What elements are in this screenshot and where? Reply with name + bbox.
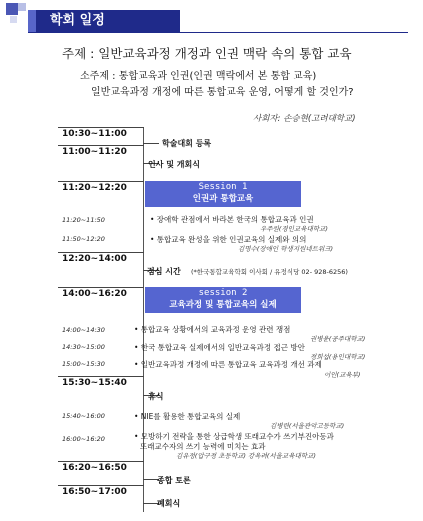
talk-time: 11:50~12:20 [62, 235, 105, 243]
header-title: 학회 일정 [28, 10, 180, 32]
talk-speaker: 김병련(서울관악고등학교) [270, 422, 345, 430]
talk-title: • 일반교육과정 개정에 따른 통합교육 교육과정 개선 과제 [134, 360, 322, 369]
event-closing: 폐회식 [157, 499, 181, 508]
time-rule [58, 127, 144, 128]
time-slot: 16:20~16:50 [62, 463, 127, 473]
event-break: 휴식 [148, 392, 164, 401]
time-slot: 10:30~11:00 [62, 129, 127, 139]
talk-time: 15:40~16:00 [62, 412, 105, 420]
section-header [0, 0, 423, 40]
talk-speaker: 김명수(장애인 학생지원네트워크) [238, 245, 334, 253]
session-2-title: 교육과정 및 통합교육의 실제 [169, 300, 277, 310]
time-rule [58, 485, 144, 486]
talk-title: • 장애학 관점에서 바라본 한국의 통합교육과 인권 [150, 215, 314, 224]
talk-speaker: 이인(교육부) [324, 371, 361, 379]
talk-title: • 모방하기 전략을 통한 상급학생 또래교수가 쓰기부진아동과 [134, 432, 334, 441]
event-registration: 학술대회 등록 [162, 139, 212, 148]
time-slot: 12:20~14:00 [62, 254, 127, 264]
session-2-box [145, 287, 301, 313]
time-slot: 14:00~16:20 [62, 289, 127, 299]
timeline-tick [143, 143, 159, 144]
session-1-box [145, 181, 301, 207]
time-rule [58, 145, 144, 146]
talk-speaker: 김유정(압구정 초등학교) 강옥려(서울교육대학교) [176, 452, 316, 460]
talk-speaker: 정희섭(용인대학교) [310, 353, 366, 361]
header-decoration [10, 16, 17, 23]
session-1-title: 인권과 통합교육 [192, 194, 254, 204]
talk-time: 15:00~15:30 [62, 360, 105, 368]
talk-time: 14:00~14:30 [62, 326, 105, 334]
header-decoration [18, 3, 26, 11]
time-rule [58, 287, 144, 288]
talk-title: • NIE를 활용한 통합교육의 실제 [134, 412, 241, 421]
talk-title: • 통합교육 완성을 위한 인권교육의 실제와 의의 [150, 235, 307, 244]
talk-speaker: 우주원(경인교육대학교) [260, 225, 328, 233]
time-rule [58, 181, 144, 182]
moderator: 사회자: 손승현(고려대학교) [253, 114, 356, 124]
event-lunch: 점심 시간 [147, 267, 181, 276]
lunch-note: (*한국통합교육학회 이사회 / 유정식당 02- 928-6256) [191, 268, 348, 276]
header-decoration [6, 3, 18, 15]
main-title: 주제 : 일반교육과정 개정과 인권 맥락 속의 통합 교육 [62, 46, 352, 61]
event-opening: 인사 및 개회식 [148, 160, 200, 169]
session-1-label: Session 1 [198, 182, 248, 192]
timeline-axis [143, 127, 144, 512]
header-rule [28, 32, 408, 33]
subtitle-line2: 일반교육과정 개정에 따른 통합교육 운영, 어떻게 할 것인가? [91, 87, 354, 98]
session-2-label: session 2 [198, 288, 248, 298]
talk-title-cont: 또래교수자의 쓰기 능력에 미치는 효과 [140, 442, 266, 451]
time-slot: 15:30~15:40 [62, 378, 127, 388]
time-slot: 11:20~12:20 [62, 183, 127, 193]
talk-title: • 한국 통합교육 실제에서의 일반교육과정 접근 방안 [134, 343, 305, 352]
time-rule [58, 461, 144, 462]
talk-time: 14:30~15:00 [62, 343, 105, 351]
talk-speaker: 권병윤(공주대학교) [310, 335, 366, 343]
time-rule [58, 376, 144, 377]
event-discussion: 종합 토론 [157, 476, 191, 485]
time-slot: 16:50~17:00 [62, 487, 127, 497]
subtitle: 소주제 : 통합교육과 인권(인권 맥락에서 본 통합 교육) [80, 71, 317, 82]
talk-title: • 통합교육 상황에서의 교육과정 운영 관련 쟁점 [134, 325, 291, 334]
time-slot: 11:00~11:20 [62, 147, 127, 157]
talk-time: 16:00~16:20 [62, 435, 105, 443]
time-rule [58, 252, 144, 253]
talk-time: 11:20~11:50 [62, 216, 105, 224]
